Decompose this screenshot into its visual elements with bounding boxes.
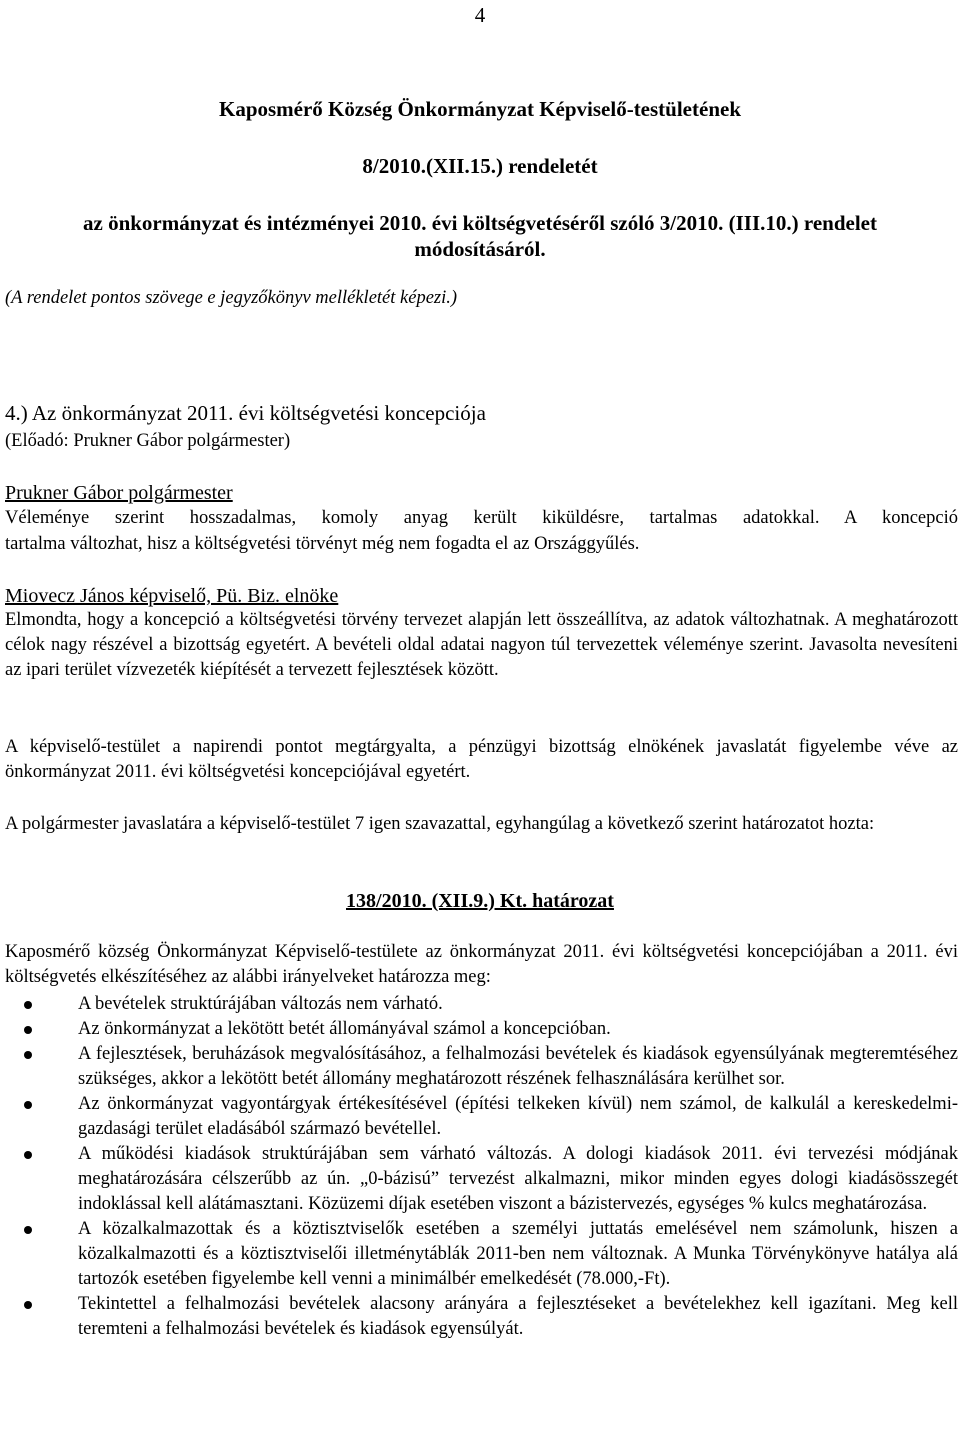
decree-note: (A rendelet pontos szövege e jegyzőkönyv mellékletét képezi.): [5, 288, 458, 308]
decree-title-line-1: Kaposmérő Község Önkormányzat Képviselő-testületének: [218, 97, 742, 121]
paragraph-text: A képviselő-testület a napirendi pontot megtárgyalta, a pénzügyi bizottság elnökének javaslatát figyelembe véve az önkormányzat 2011. évi költségvetési koncepciójával egyetért.: [5, 737, 958, 782]
list-item-text: A fejlesztések, beruházások megvalósításához, a felhalmozási bevételek és kiadások egyensúlyának megteremtéséhez szükséges, akkor a lekötött betét állomány meghatározott részének felhasználására kerülhet sor.: [78, 1044, 958, 1089]
speaker-name: Prukner Gábor polgármester: [5, 482, 233, 504]
agenda-heading: 4.) Az önkormányzat 2011. évi költségvetési koncepciója: [5, 401, 486, 425]
speaker-text-line: Véleménye szerint hosszadalmas, komoly anyag került kiküldésre, tartalmas adatokkal. A koncepció: [5, 508, 958, 528]
speaker-text: [5, 608, 958, 683]
decree-title-line-2: 8/2010.(XII.15.) rendeletét: [362, 154, 598, 178]
guideline-list: [0, 992, 960, 1342]
list-item-text: Az önkormányzat vagyontárgyak értékesítésével (építési telkeken kívül) nem számol, de kalkulál a kereskedelmi-gazdasági terület eladásából származó bevétellel.: [78, 1094, 958, 1139]
list-item-text: Az önkormányzat a lekötött betét állományával számol a koncepcióban.: [78, 1019, 611, 1039]
bullet-icon: [24, 1051, 32, 1059]
list-item: [0, 1092, 960, 1142]
bullet-icon: [24, 1301, 32, 1309]
decree-intro-text: Kaposmérő község Önkormányzat Képviselő-testülete az önkormányzat 2011. évi költségvetési koncepciójában a 2011. évi költségvetés elkészítéséhez az alábbi irányelveket határozza meg:: [5, 942, 958, 987]
list-item-text: A működési kiadások struktúrájában sem várható változás. A dologi kiadások 2011. évi tervezési módjának meghatározására célszerűbb az ún. „0-bázisú” tervezést alkalmazni, mikor minden egyes dologi kiadásösszegét indoklással kell alátámasztani. Közüzemi díjak esetében viszont a bázistervezés, egységes % kulcs meghatározása.: [78, 1144, 958, 1214]
paragraph-text: A polgármester javaslatára a képviselő-testület 7 igen szavazattal, egyhangúlag a következő szerint határozatot hozta:: [5, 814, 875, 834]
page-number: 4: [474, 3, 486, 27]
list-item: [0, 1217, 960, 1292]
paragraph: [5, 735, 958, 785]
bullet-icon: [24, 1101, 32, 1109]
list-item: [0, 992, 960, 1017]
decree-title-line-4: módosításáról.: [414, 237, 546, 261]
bullet-icon: [24, 1151, 32, 1159]
list-item: [0, 1292, 960, 1342]
bullet-icon: [24, 1001, 32, 1009]
list-item: [0, 1042, 960, 1092]
decree-number: 138/2010. (XII.9.) Kt. határozat: [346, 890, 614, 912]
bullet-icon: [24, 1026, 32, 1034]
list-item: [0, 1142, 960, 1217]
decree-intro: [5, 940, 958, 990]
list-item-text: A közalkalmazottak és a köztisztviselők esetében a személyi juttatás emelésével nem számolunk, hiszen a közalkalmazotti és a köztisztviselői illetménytáblák 2011-ben nem változnak. A Munka Törvénykönyve hatálya alá tartozók esetében figyelembe kell venni a minimálbér emelkedését (78.000,-Ft).: [78, 1219, 958, 1289]
list-item-text: Tekintettel a felhalmozási bevételek alacsony arányára a fejlesztéseket a bevételekhez kell igazítani. Meg kell teremteni a felhalmozási bevételek és kiadások egyensúlyát.: [78, 1294, 958, 1339]
list-item-text: A bevételek struktúrájában változás nem várható.: [78, 994, 443, 1014]
speaker-text-line: tartalma változhat, hisz a költségvetési törvényt még nem fogadta el az Országgyűlés.: [5, 534, 640, 554]
speaker-text-body: Elmondta, hogy a koncepció a költségvetési törvény tervezet alapján lett összeállítva, az adatok változhatnak. A meghatározott célok nagy részével a bizottság egyetért. A bevételi oldal adatai nagyon túl tervezettek véleménye szerint. Javasolta nevesíteni az ipari terület vízvezeték kiépítését a tervezett fejlesztések között.: [5, 610, 958, 680]
speaker-name: Miovecz János képviselő, Pü. Biz. elnöke: [5, 585, 339, 607]
list-item: [0, 1017, 960, 1042]
decree-title-line-3: az önkormányzat és intézményei 2010. évi költségvetéséről szóló 3/2010. (III.10.) rendelet: [83, 211, 877, 235]
agenda-presenter: (Előadó: Prukner Gábor polgármester): [5, 431, 291, 451]
bullet-icon: [24, 1226, 32, 1234]
paragraph: [5, 812, 958, 837]
